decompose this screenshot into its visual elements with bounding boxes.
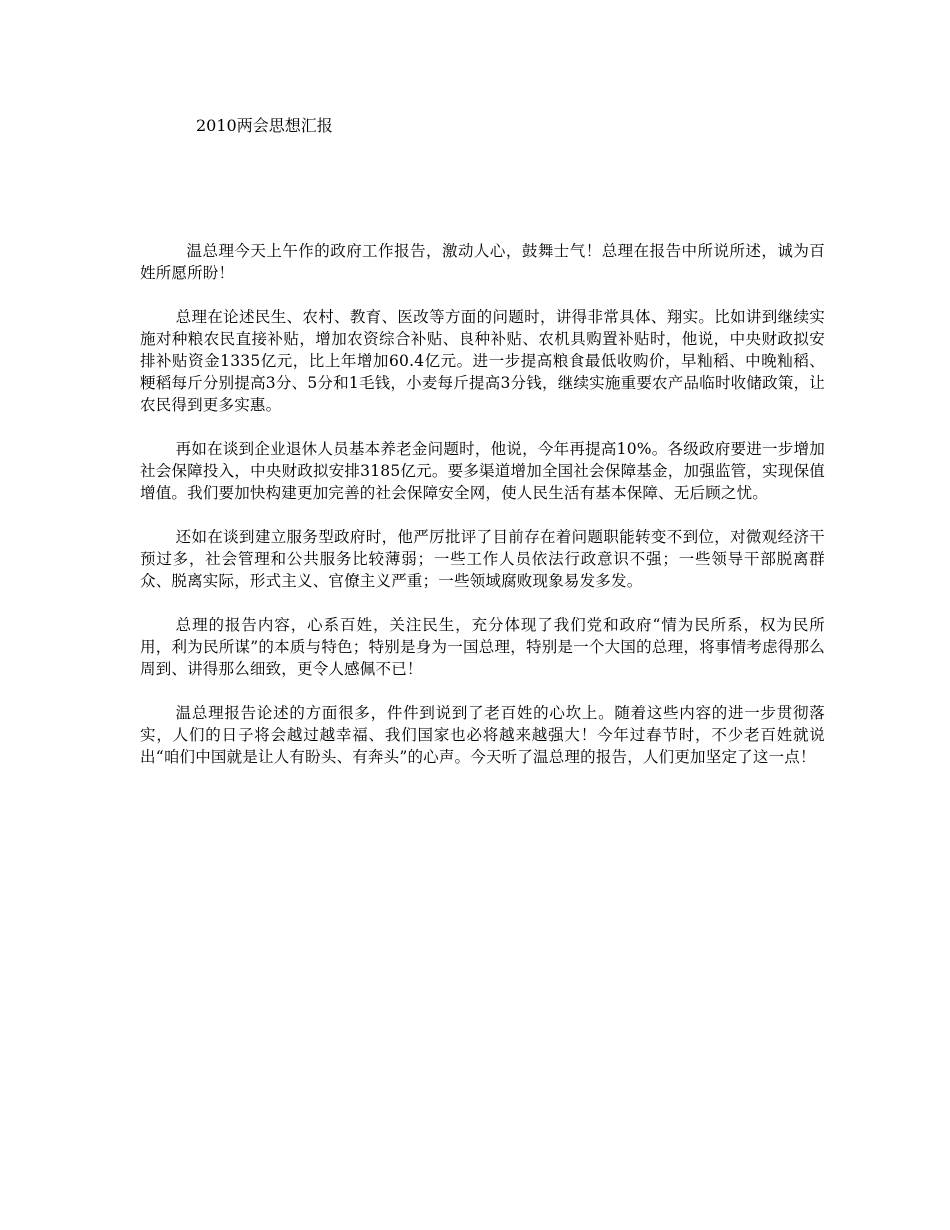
paragraph-3: 再如在谈到企业退休人员基本养老金问题时，他说，今年再提高10%。各级政府要进一步增加社会保障投入，中央财政拟安排3185亿元。要多渠道增加全国社会保障基金，加强监管，实现保值增值。我们要加快构建更加完善的社会保障安全网，使人民生活有基本保障、无后顾之忧。: [140, 440, 825, 502]
paragraph-1: 温总理今天上午作的政府工作报告，激动人心，鼓舞士气！总理在报告中所说所述，诚为百姓所愿所盼！: [140, 242, 825, 282]
paragraph-5: 总理的报告内容，心系百姓，关注民生，充分体现了我们党和政府“情为民所系，权为民所用，利为民所谋”的本质与特色；特别是身为一国总理，特别是一个大国的总理，将事情考虑得那么周到、讲得那么细致，更令人感佩不已！: [140, 616, 825, 678]
document-title: 2010两会思想汇报: [196, 116, 333, 135]
paragraph-4: 还如在谈到建立服务型政府时，他严厉批评了目前存在着问题职能转变不到位，对微观经济干预过多，社会管理和公共服务比较薄弱；一些工作人员依法行政意识不强；一些领导干部脱离群众、脱离实际，形式主义、官僚主义严重；一些领域腐败现象易发多发。: [140, 528, 825, 590]
document-body: [140, 240, 825, 790]
paragraph-6: 温总理报告论述的方面很多，件件到说到了老百姓的心坎上。随着这些内容的进一步贯彻落实，人们的日子将会越过越幸福、我们国家也必将越来越强大！今年过春节时，不少老百姓就说出“咱们中国就是让人有盼头、有奔头”的心声。今天听了温总理的报告，人们更加坚定了这一点！: [140, 704, 825, 766]
paragraph-2: 总理在论述民生、农村、教育、医改等方面的问题时，讲得非常具体、翔实。比如讲到继续实施对种粮农民直接补贴，增加农资综合补贴、良种补贴、农机具购置补贴时，他说，中央财政拟安排补贴资金1335亿元，比上年增加60.4亿元。进一步提高粮食最低收购价，早籼稻、中晚籼稻、粳稻每斤分别提高3分、5分和1毛钱，小麦每斤提高3分钱，继续实施重要农产品临时收储政策，让农民得到更多实惠。: [140, 308, 825, 414]
